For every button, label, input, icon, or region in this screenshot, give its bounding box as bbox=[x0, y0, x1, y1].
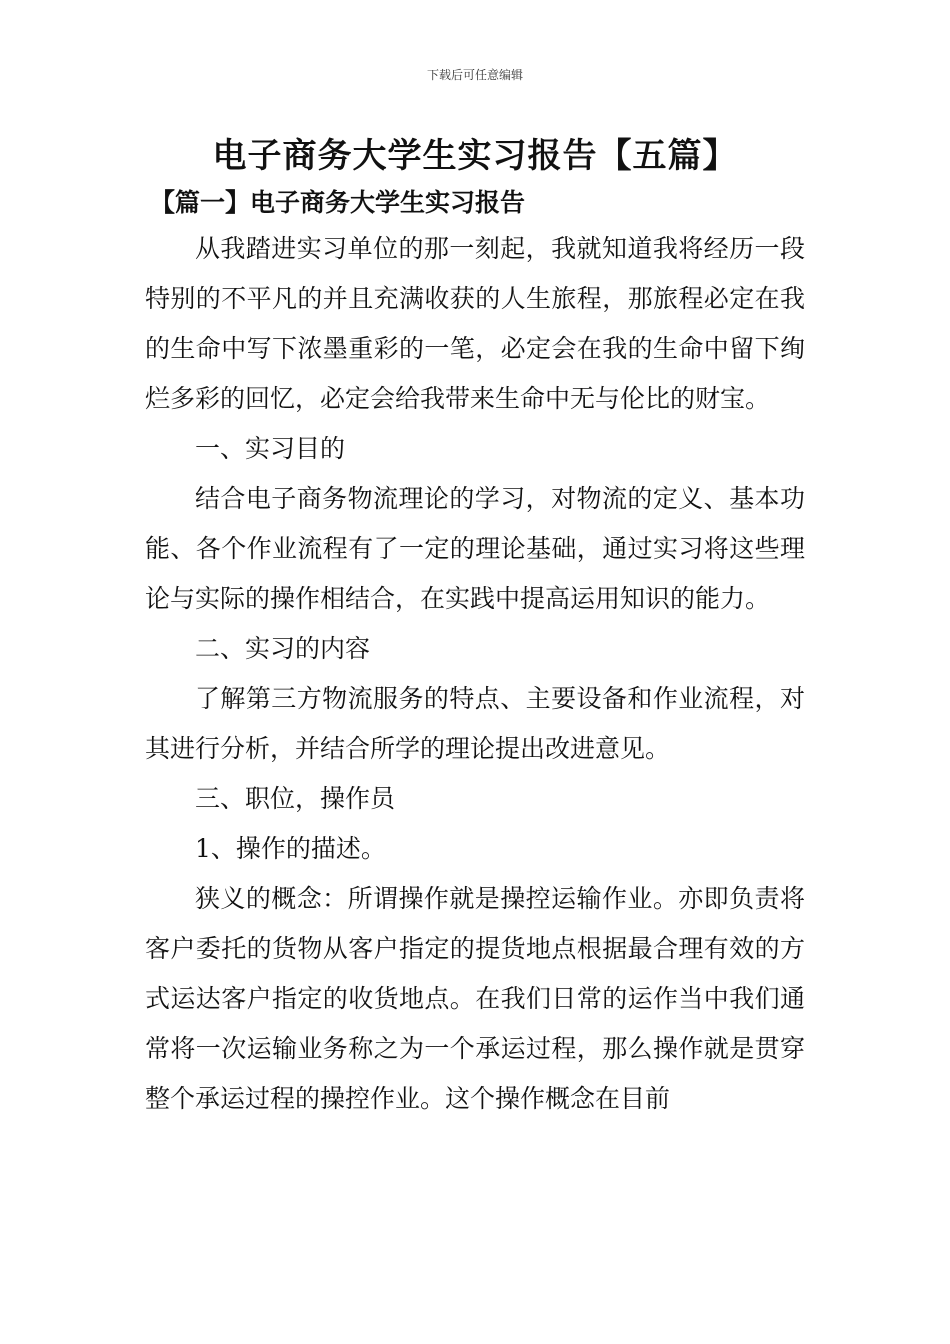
paragraph: 狭义的概念：所谓操作就是操控运输作业。亦即负责将客户委托的货物从客户指定的提货地点根据最合理有效的方式运达客户指定的收货地点。在我们日常的运作当中我们通常将一次运输业务称之为一个承运过程，那么操作就是贯穿整个承运过程的操控作业。这个操作概念在目前 bbox=[145, 884, 805, 1113]
paragraph: 从我踏进实习单位的那一刻起，我就知道我将经历一段特别的不平凡的并且充满收获的人生旅程，那旅程必定在我的生命中写下浓墨重彩的一笔，必定会在我的生命中留下绚烂多彩的回忆，必定会给我带来生命中无与伦比的财宝。 bbox=[145, 234, 805, 413]
section-title: 【篇一】电子商务大学生实习报告 bbox=[150, 188, 526, 217]
subheading-description: 1、操作的描述。 bbox=[195, 834, 386, 863]
heading-position: 三、职位，操作员 bbox=[195, 784, 396, 813]
paragraph: 结合电子商务物流理论的学习，对物流的定义、基本功能、各个作业流程有了一定的理论基础，通过实习将这些理论与实际的操作相结合，在实践中提高运用知识的能力。 bbox=[145, 484, 805, 613]
paragraph: 了解第三方物流服务的特点、主要设备和作业流程，对其进行分析，并结合所学的理论提出改进意见。 bbox=[145, 684, 805, 763]
heading-content: 二、实习的内容 bbox=[195, 634, 371, 663]
document-title: 电子商务大学生实习报告【五篇】 bbox=[212, 136, 738, 176]
heading-purpose: 一、实习目的 bbox=[195, 434, 346, 463]
header-note: 下载后可任意编辑 bbox=[426, 68, 523, 82]
document-body bbox=[145, 224, 805, 1124]
